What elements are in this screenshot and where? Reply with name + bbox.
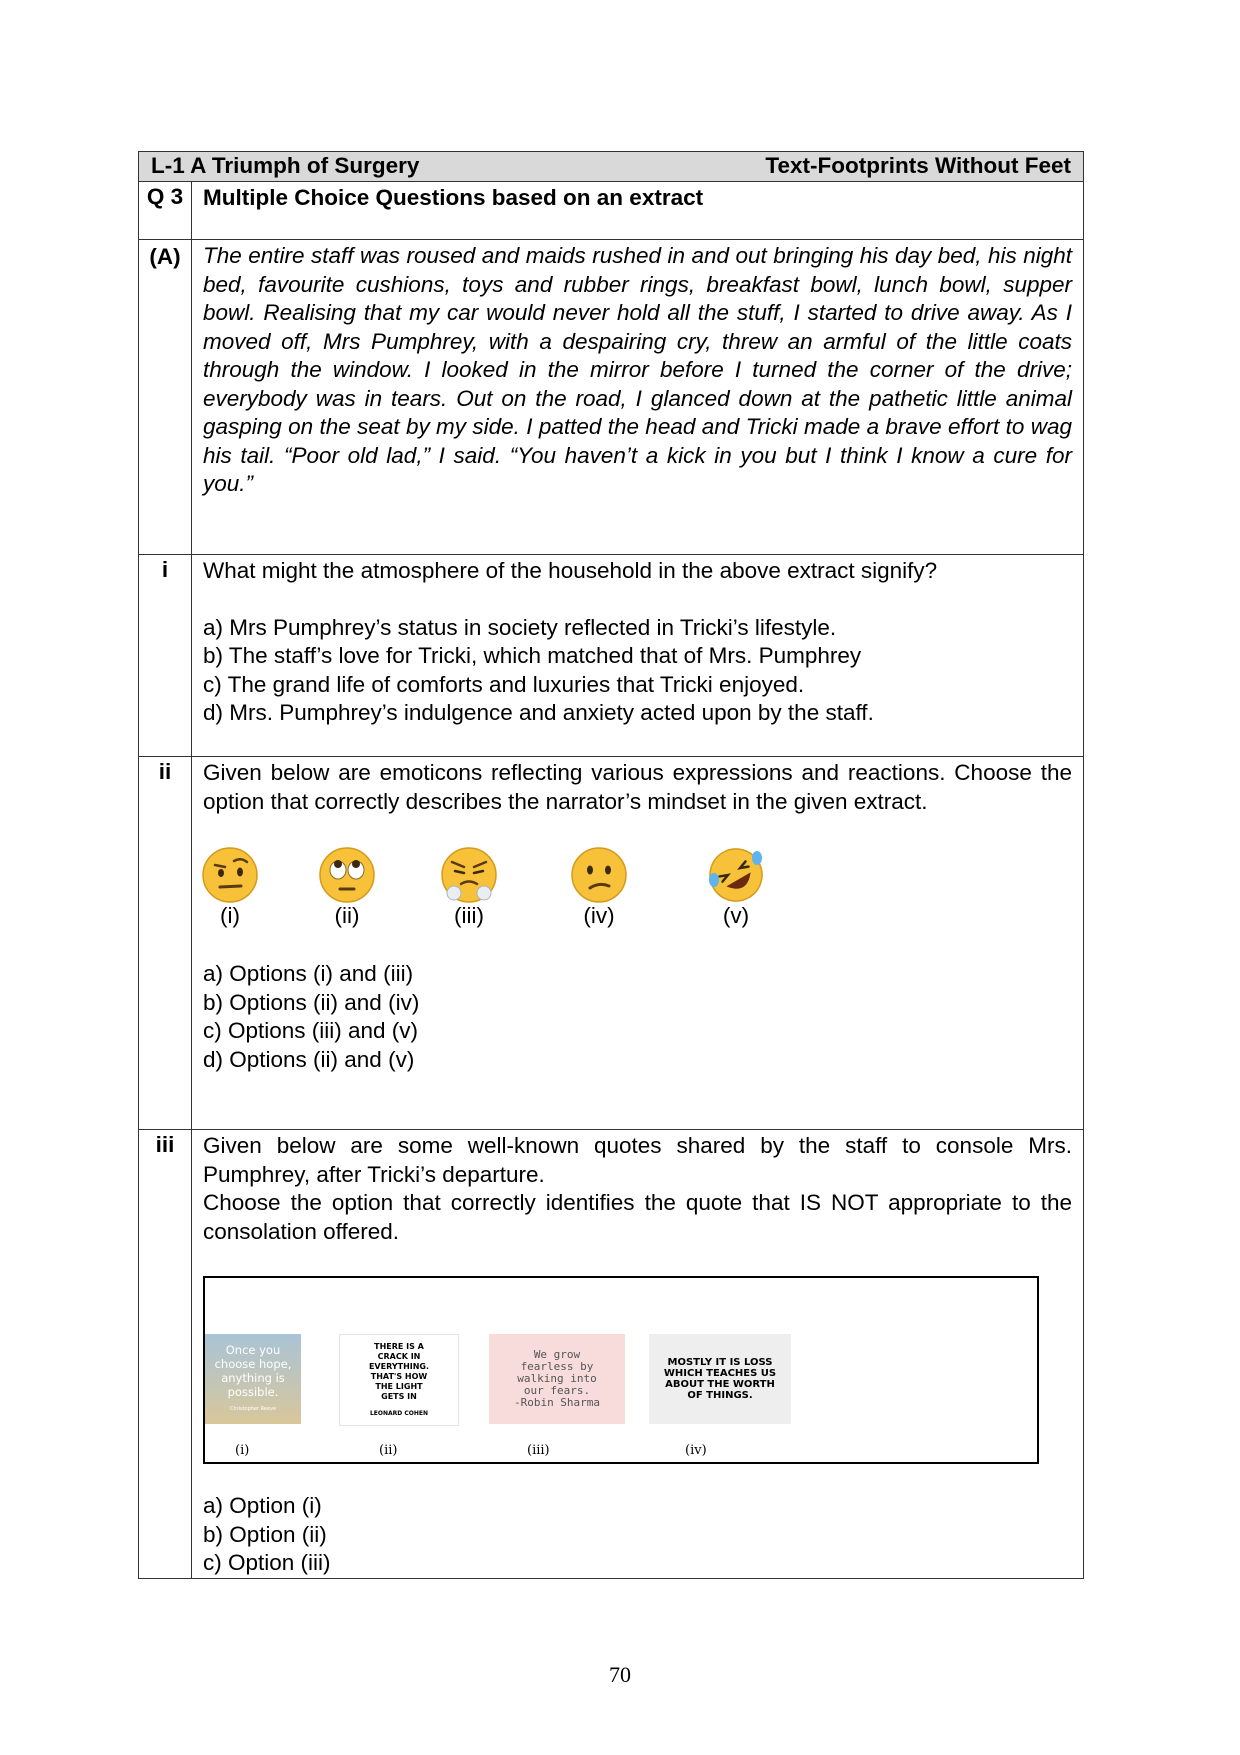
quote-label: (iii) [527,1443,550,1458]
quote-label: (ii) [379,1443,398,1458]
quote-text: THERE IS A CRACK IN EVERYTHING. THAT'S HOW THE LIGHT GETS IN [368,1341,430,1401]
confused-emoji-icon [570,846,628,904]
steam-nose-emoji-icon [440,846,498,904]
quote-author: LEONARD COHEN [369,1409,429,1417]
emoticon-label: (i) [220,903,240,928]
rolling-laughing-emoji-icon [707,846,765,904]
emoticon-label: (v) [722,903,750,928]
question-i-cell [192,555,1084,757]
quote-text: MOSTLY IT IS LOSS WHICH TEACHES US ABOUT THE WORTH OF THINGS. [663,1357,777,1401]
question-table [138,151,1084,1579]
quote-images-box [203,1276,1039,1464]
question-ii-row [139,757,1084,1130]
question-i-row [139,555,1084,757]
quote-text: We grow fearless by walking into our fears. [517,1348,597,1397]
quote-card-loss [649,1334,791,1424]
quote-text: Once you choose hope, anything is possible. [214,1342,292,1399]
question-iii-cell [192,1130,1084,1579]
q3-title: Multiple Choice Questions based on an extract [192,182,1084,240]
table-header-row [139,152,1084,182]
question-i-option-d: d) Mrs. Pumphrey’s indulgence and anxiety acted upon by the staff. [203,700,874,725]
question-i-label: i [139,555,192,757]
extract-cell [192,240,1084,555]
question-iii-row [139,1130,1084,1579]
question-iii-text-2: Choose the option that correctly identifies the quote that IS NOT appropriate to the consolation offered. [203,1190,1072,1244]
emoticon-item [307,846,387,931]
raised-eyebrow-emoji-icon [201,846,259,904]
quote-label: (iv) [685,1443,707,1458]
quote-author: -Robin Sharma [513,1396,601,1409]
emoticon-item [190,846,270,931]
header-cell [139,152,1084,182]
quote-card-crack [339,1334,459,1426]
question-i-option-b: b) The staff’s love for Tricki, which matched that of Mrs. Pumphrey [203,643,862,668]
question-ii-label: ii [139,757,192,1130]
question-ii-text: Given below are emoticons reflecting various expressions and reactions. Choose the option that correctly describes the narrator’s mindset in the given extract. [203,760,1072,814]
question-ii-option-b: b) Options (ii) and (iv) [203,989,420,1015]
page-number: 70 [609,1662,631,1687]
question-iii-option-a: a) Option (i) [203,1493,322,1518]
question-i-option-a: a) Mrs Pumphrey’s status in society reflected in Tricki’s lifestyle. [203,614,837,640]
quote-card-fearless [489,1334,625,1424]
question-iii-text-1: Given below are some well-known quotes shared by the staff to console Mrs. Pumphrey, after Tricki’s departure. [203,1133,1072,1187]
emoticon-label: (iii) [454,903,484,928]
q3-row [139,182,1084,240]
text-book-title: Text-Footprints Without Feet [765,153,1071,178]
question-ii-option-a: a) Options (i) and (iii) [203,961,414,986]
question-ii-option-d: d) Options (ii) and (v) [203,1046,415,1072]
question-iii-option-b: b) Option (ii) [203,1521,327,1547]
question-i-text: What might the atmosphere of the household in the above extract signify? [203,558,938,583]
question-i-option-c: c) The grand life of comforts and luxuries that Tricki enjoyed. [203,671,805,697]
question-iii-label: iii [139,1130,192,1579]
emoticon-row [203,846,1072,946]
extract-label: (A) [139,240,192,555]
question-ii-cell [192,757,1084,1130]
quote-card-hope [205,1334,301,1424]
emoticon-item [696,846,776,931]
emoticon-item [559,846,639,931]
emoticon-label: (ii) [334,903,360,928]
emoticon-item [429,846,509,931]
lesson-title: L-1 A Triumph of Surgery [151,153,420,178]
quote-author: Christopher Reeve [229,1405,277,1412]
q3-number: Q 3 [139,182,192,240]
emoticon-label: (iv) [583,903,615,928]
question-ii-option-c: c) Options (iii) and (v) [203,1018,419,1043]
extract-text: The entire staff was roused and maids rushed in and out bringing his day bed, his night bed, favourite cushions, toys and rubber rings, breakfast bowl, lunch bowl, supper bowl. Realising that my car would never hold all the stuff, I started to drive away. As I moved off, Mrs Pumphrey, with a despairing cry, threw an armful of the little coats through the window. I looked in the mirror before I turned the corner of the drive; everybody was in tears. Out on the road, I glanced down at the pathetic little animal gasping on the seat by my side. I patted the head and Tricki made a brave effort to wag his tail. “Poor old lad,” I said. “You haven’t a kick in you but I think I know a cure for you.” [203,243,1072,496]
question-iii-option-c: c) Option (iii) [203,1550,331,1575]
eye-roll-emoji-icon [318,846,376,904]
quote-label: (i) [235,1443,250,1458]
extract-row [139,240,1084,555]
